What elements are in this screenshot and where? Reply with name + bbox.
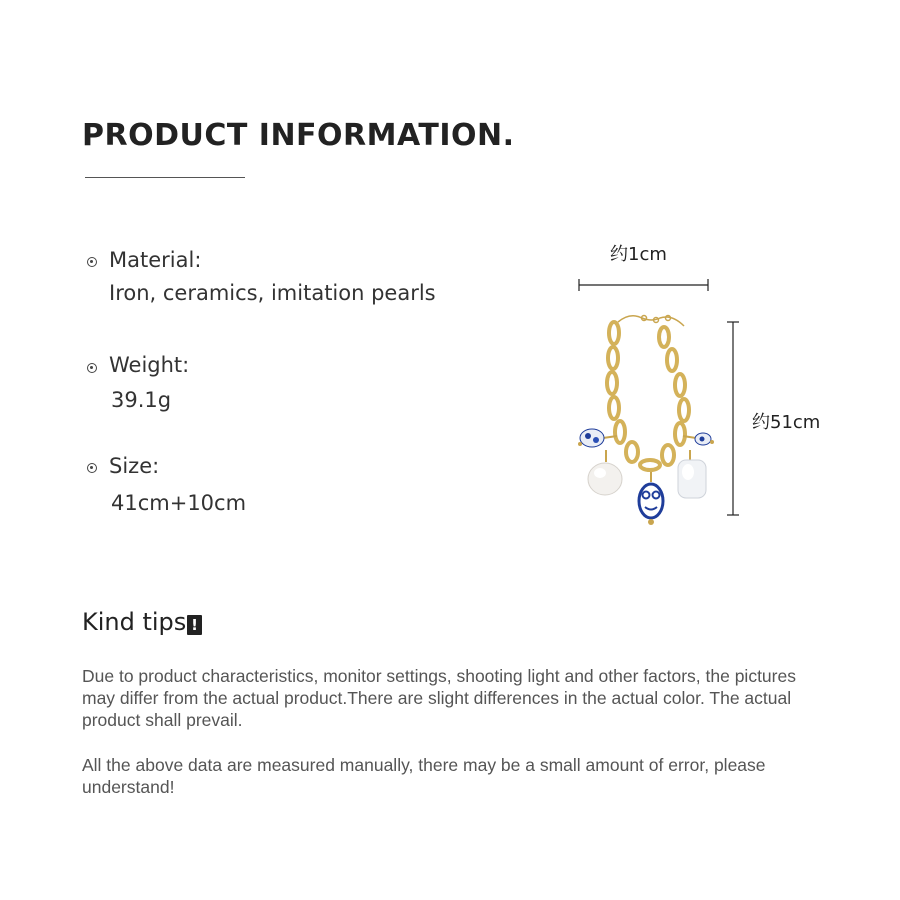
kind-tips-title: Kind tips (82, 608, 187, 636)
necklace-chain (607, 322, 689, 470)
ceramic-face-charm (639, 472, 663, 525)
size-value: 41cm+10cm (111, 491, 247, 515)
pearl-charm (588, 450, 622, 495)
width-dimension-label: 约1cm (610, 244, 667, 265)
extender-chain (618, 316, 684, 327)
weight-label: Weight: (109, 353, 190, 377)
exclamation-icon: ! (187, 615, 202, 635)
width-dimension-line (579, 279, 708, 291)
material-value: Iron, ceramics, imitation pearls (109, 281, 436, 305)
porcelain-charm-right (683, 433, 714, 445)
size-label: Size: (109, 454, 160, 478)
tips-paragraph: All the above data are measured manually, there may be a small amount of error, please understand! (82, 755, 766, 797)
material-label: Material: (109, 248, 202, 272)
porcelain-charm-left (578, 429, 617, 447)
height-dimension-line (727, 322, 739, 515)
page-title: PRODUCT INFORMATION. (82, 118, 515, 153)
tips-paragraph: Due to product characteristics, monitor settings, shooting light and other factors, the pictures may differ from the actual product.There are slight differences in the actual color. The actual product shall prevail. (82, 666, 796, 730)
baroque-pearl-charm (678, 450, 706, 498)
height-dimension-label: 约51cm (752, 412, 821, 433)
weight-value: 39.1g (111, 388, 172, 412)
